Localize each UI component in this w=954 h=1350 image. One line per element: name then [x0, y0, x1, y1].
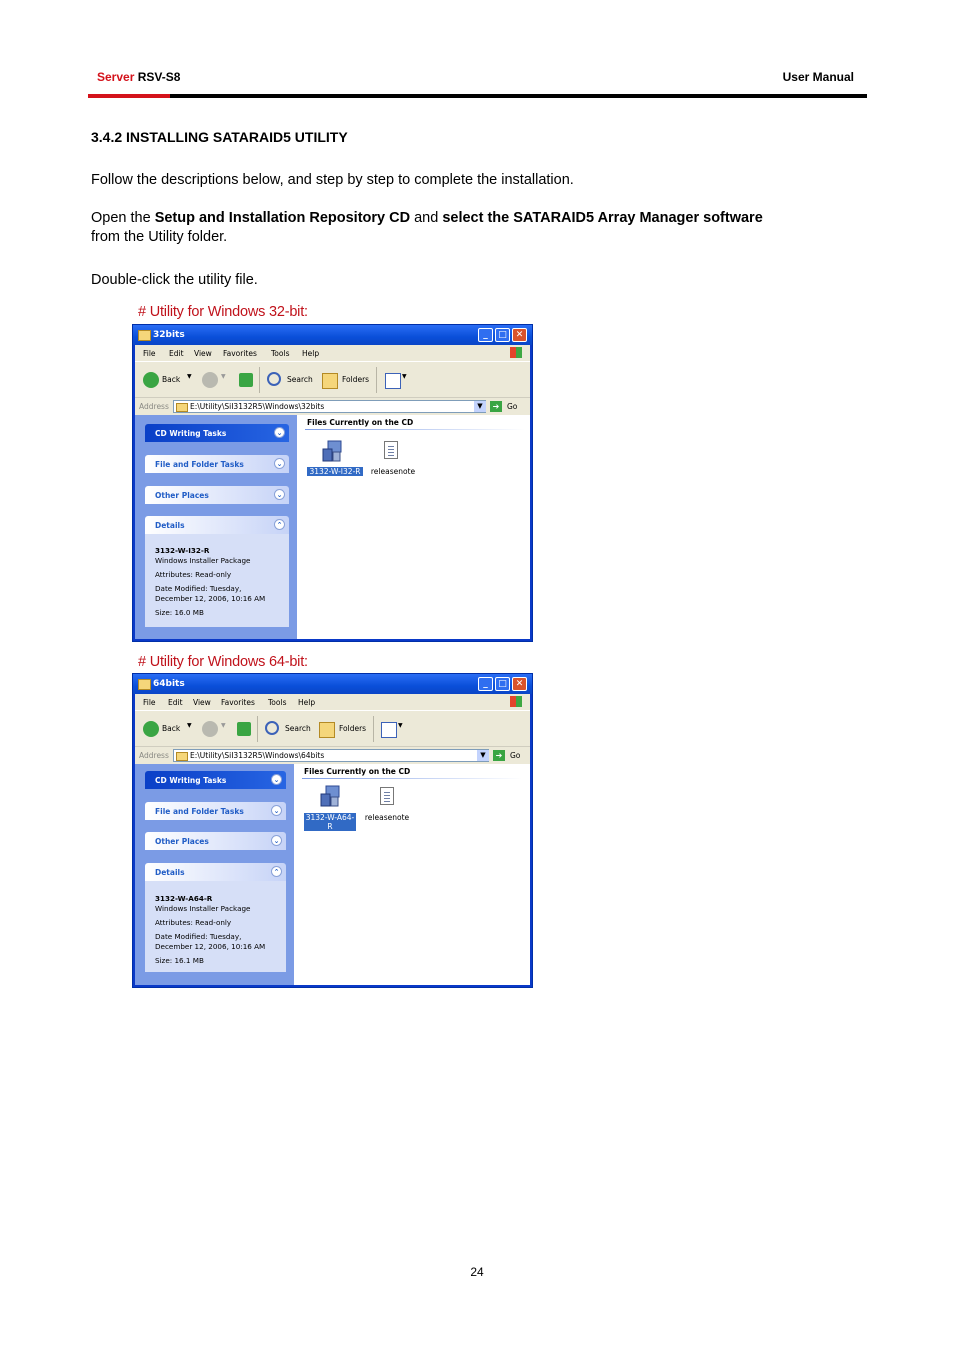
menu-file[interactable]: File — [143, 698, 156, 707]
text-cd-name: Setup and Installation Repository CD — [154, 210, 411, 226]
close-button[interactable]: ✕ — [512, 328, 527, 342]
details-size: Size: 16.1 MB — [155, 956, 204, 965]
back-dropdown-icon[interactable]: ▼ — [187, 373, 192, 380]
forward-arrow-icon[interactable] — [202, 372, 218, 388]
forward-dropdown-icon[interactable]: ▼ — [221, 373, 226, 380]
explorer-window-32bits — [132, 324, 533, 642]
file-label[interactable]: releasenote — [364, 813, 410, 822]
section-title: 3.4.2 INSTALLING SATARAID5 UTILITY — [91, 129, 348, 145]
folders-button[interactable]: Folders — [342, 375, 370, 384]
address-dropdown-icon[interactable]: ▼ — [477, 750, 489, 761]
chevron-down-icon[interactable]: ⌄ — [271, 805, 282, 816]
menu-file[interactable]: File — [143, 349, 156, 358]
maximize-button[interactable]: □ — [495, 328, 510, 342]
address-field[interactable] — [173, 749, 489, 762]
toolbar-separator — [376, 367, 377, 393]
back-arrow-icon[interactable] — [143, 372, 159, 388]
task-label: Details — [155, 868, 185, 877]
details-panel — [145, 534, 289, 627]
details-modified-date: December 12, 2006, 10:16 AM — [155, 942, 266, 951]
text-and: and — [410, 210, 443, 226]
address-label: Address — [139, 402, 169, 411]
details-type: Windows Installer Package — [155, 556, 251, 565]
search-button[interactable]: Search — [285, 724, 311, 733]
explorer-window-64bits — [132, 673, 533, 988]
page-number: 24 — [470, 1265, 484, 1279]
views-dropdown-icon[interactable]: ▼ — [398, 722, 403, 729]
chevron-down-icon[interactable]: ⌄ — [274, 489, 285, 500]
folder-icon — [138, 679, 151, 690]
menu-favorites[interactable]: Favorites — [223, 349, 257, 358]
folders-button[interactable]: Folders — [339, 724, 367, 733]
task-other-places[interactable] — [145, 832, 286, 850]
details-name: 3132-W-I32-R — [155, 546, 210, 555]
title-bar[interactable] — [133, 325, 532, 345]
model-name: RSV-S8 — [137, 70, 181, 84]
maximize-button[interactable]: □ — [495, 677, 510, 691]
task-pane — [135, 415, 297, 639]
address-path: E:\Utility\SiI3132R5\Windows\32bits — [190, 402, 325, 411]
details-modified: Date Modified: Tuesday, — [155, 932, 242, 941]
views-dropdown-icon[interactable]: ▼ — [402, 373, 407, 380]
brand-name: Server — [97, 70, 135, 84]
windows-logo-icon — [510, 696, 522, 707]
windows-logo-icon — [510, 347, 522, 358]
details-modified: Date Modified: Tuesday, — [155, 584, 242, 593]
header-doc-type: User Manual — [782, 70, 854, 84]
address-dropdown-icon[interactable]: ▼ — [474, 401, 486, 412]
minimize-button[interactable]: _ — [478, 677, 493, 691]
paragraph-open-cd — [91, 209, 871, 247]
up-folder-icon[interactable] — [237, 722, 251, 736]
toolbar-separator — [257, 716, 258, 742]
details-size: Size: 16.0 MB — [155, 608, 204, 617]
back-button[interactable]: Back — [162, 375, 181, 384]
toolbar-separator — [259, 367, 260, 393]
toolbar — [135, 361, 530, 398]
text-document-icon[interactable] — [384, 441, 398, 459]
details-type: Windows Installer Package — [155, 904, 251, 913]
file-label[interactable]: 3132-W-I32-R — [307, 467, 363, 476]
views-icon[interactable] — [381, 722, 397, 738]
task-details[interactable] — [145, 516, 289, 534]
close-button[interactable]: ✕ — [512, 677, 527, 691]
task-file-folder[interactable] — [145, 455, 289, 473]
menu-help[interactable]: Help — [302, 349, 320, 358]
details-attributes: Attributes: Read-only — [155, 570, 232, 579]
search-button[interactable]: Search — [287, 375, 313, 384]
task-other-places[interactable] — [145, 486, 289, 504]
file-list-pane — [294, 764, 530, 985]
chevron-down-icon[interactable]: ⌄ — [274, 427, 285, 438]
menu-tools[interactable]: Tools — [271, 349, 290, 358]
details-name: 3132-W-A64-R — [155, 894, 213, 903]
text-document-icon[interactable] — [380, 787, 394, 805]
search-icon[interactable] — [265, 721, 279, 735]
task-details[interactable] — [145, 863, 286, 881]
menu-view[interactable]: View — [193, 698, 211, 707]
menu-edit[interactable]: Edit — [169, 349, 184, 358]
file-label[interactable]: releasenote — [370, 467, 416, 476]
go-button[interactable]: Go — [507, 402, 518, 411]
task-cd-writing[interactable] — [145, 424, 289, 442]
minimize-button[interactable]: _ — [478, 328, 493, 342]
task-label: File and Folder Tasks — [155, 807, 244, 816]
window-title: 32bits — [153, 330, 185, 340]
go-arrow-icon[interactable]: ➔ — [490, 401, 502, 412]
header-rule-accent — [88, 94, 170, 98]
address-bar — [135, 397, 530, 416]
file-name-line-2: R — [327, 822, 333, 831]
up-folder-icon[interactable] — [239, 373, 253, 387]
back-arrow-icon[interactable] — [143, 721, 159, 737]
text-from-folder: from the Utility folder. — [91, 229, 228, 245]
text-select-software: select the SATARAID5 Array Manager software — [442, 210, 763, 226]
menu-tools[interactable]: Tools — [268, 698, 287, 707]
window-title: 64bits — [153, 679, 185, 689]
group-divider — [305, 429, 525, 430]
folders-icon[interactable] — [319, 722, 335, 738]
paragraph-intro: Follow the descriptions below, and step by step to complete the installation. — [91, 172, 574, 188]
task-label: Other Places — [155, 837, 209, 846]
menu-edit[interactable]: Edit — [168, 698, 183, 707]
chevron-down-icon[interactable]: ⌄ — [271, 835, 282, 846]
caption-32bit: # Utility for Windows 32-bit: — [138, 304, 308, 320]
details-attributes: Attributes: Read-only — [155, 918, 232, 927]
toolbar-separator — [373, 716, 374, 742]
back-dropdown-icon[interactable]: ▼ — [187, 722, 192, 729]
task-pane — [135, 764, 294, 985]
files-group-header: Files Currently on the CD — [307, 418, 414, 427]
task-label: File and Folder Tasks — [155, 460, 244, 469]
chevron-down-icon[interactable]: ⌄ — [271, 774, 282, 785]
address-field[interactable] — [173, 400, 486, 413]
go-button[interactable]: Go — [510, 751, 521, 760]
task-label: Other Places — [155, 491, 209, 500]
address-path: E:\Utility\SiI3132R5\Windows\64bits — [190, 751, 325, 760]
installer-package-icon — [319, 785, 341, 807]
forward-arrow-icon[interactable] — [202, 721, 218, 737]
files-group-header: Files Currently on the CD — [304, 767, 411, 776]
task-file-folder[interactable] — [145, 802, 286, 820]
menu-help[interactable]: Help — [298, 698, 316, 707]
folder-icon — [176, 752, 188, 761]
search-icon[interactable] — [267, 372, 281, 386]
menu-favorites[interactable]: Favorites — [221, 698, 255, 707]
header-brand — [97, 70, 180, 84]
installer-package-icon — [321, 440, 343, 462]
paragraph-double-click: Double-click the utility file. — [91, 272, 258, 288]
forward-dropdown-icon[interactable]: ▼ — [221, 722, 226, 729]
folders-icon[interactable] — [322, 373, 338, 389]
task-label: Details — [155, 521, 185, 530]
caption-64bit: # Utility for Windows 64-bit: — [138, 654, 308, 670]
chevron-up-icon[interactable]: ⌃ — [274, 519, 285, 530]
details-panel — [145, 881, 286, 972]
file-label[interactable] — [304, 813, 356, 831]
title-bar[interactable] — [133, 674, 532, 694]
header-rule — [88, 94, 867, 98]
text-open-the: Open the — [91, 210, 155, 226]
toolbar — [135, 710, 530, 747]
file-name-line-1: 3132-W-A64- — [305, 813, 355, 822]
views-icon[interactable] — [385, 373, 401, 389]
details-modified-date: December 12, 2006, 10:16 AM — [155, 594, 266, 603]
go-arrow-icon[interactable]: ➔ — [493, 750, 505, 761]
menu-view[interactable]: View — [194, 349, 212, 358]
file-list-pane — [297, 415, 530, 639]
folder-icon — [176, 403, 188, 412]
menu-bar — [135, 694, 530, 710]
back-button[interactable]: Back — [162, 724, 181, 733]
folder-icon — [138, 330, 151, 341]
chevron-down-icon[interactable]: ⌄ — [274, 458, 285, 469]
task-label: CD Writing Tasks — [155, 429, 227, 438]
chevron-up-icon[interactable]: ⌃ — [271, 866, 282, 877]
task-cd-writing[interactable] — [145, 771, 286, 789]
address-bar — [135, 746, 530, 765]
task-label: CD Writing Tasks — [155, 776, 227, 785]
address-label: Address — [139, 751, 169, 760]
menu-bar — [135, 345, 530, 361]
group-divider — [302, 778, 522, 779]
